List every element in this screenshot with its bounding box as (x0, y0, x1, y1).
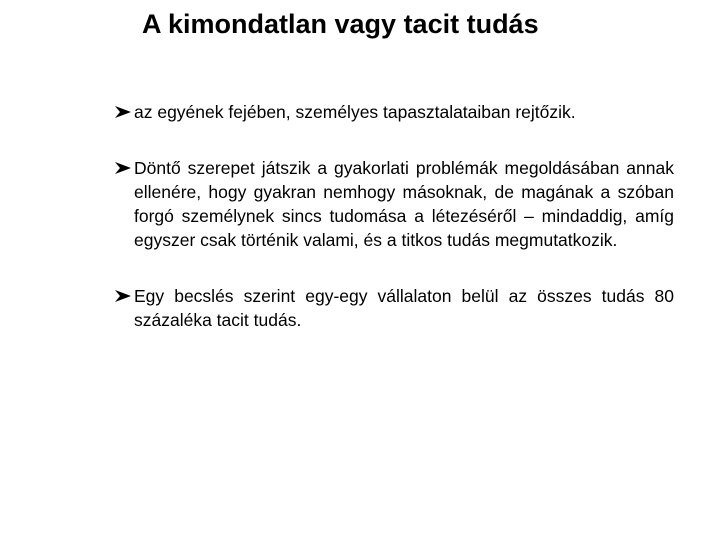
arrow-bullet-icon (114, 288, 132, 304)
arrow-bullet-icon (114, 104, 132, 120)
bullet-text: Egy becslés szerint egy-egy vállalaton belül az összes tudás 80 százaléka tacit tudás. (134, 286, 674, 330)
bullet-item (114, 284, 674, 332)
bullet-item (114, 100, 674, 124)
bullet-text: az egyének fejében, személyes tapasztalataiban rejtőzik. (134, 102, 576, 122)
bullet-list (114, 100, 674, 332)
bullet-item (114, 156, 674, 252)
arrow-bullet-icon (114, 160, 132, 176)
bullet-text: Döntő szerepet játszik a gyakorlati problémák megoldásában annak ellenére, hogy gyakran nemhogy másoknak, de magának a szóban forgó személynek sincs tudomása a létezéséről – mindaddig, amíg egyszer csak történik valami, és a titkos tudás megmutatkozik. (134, 158, 674, 250)
slide-title: A kimondatlan vagy tacit tudás (142, 9, 539, 39)
